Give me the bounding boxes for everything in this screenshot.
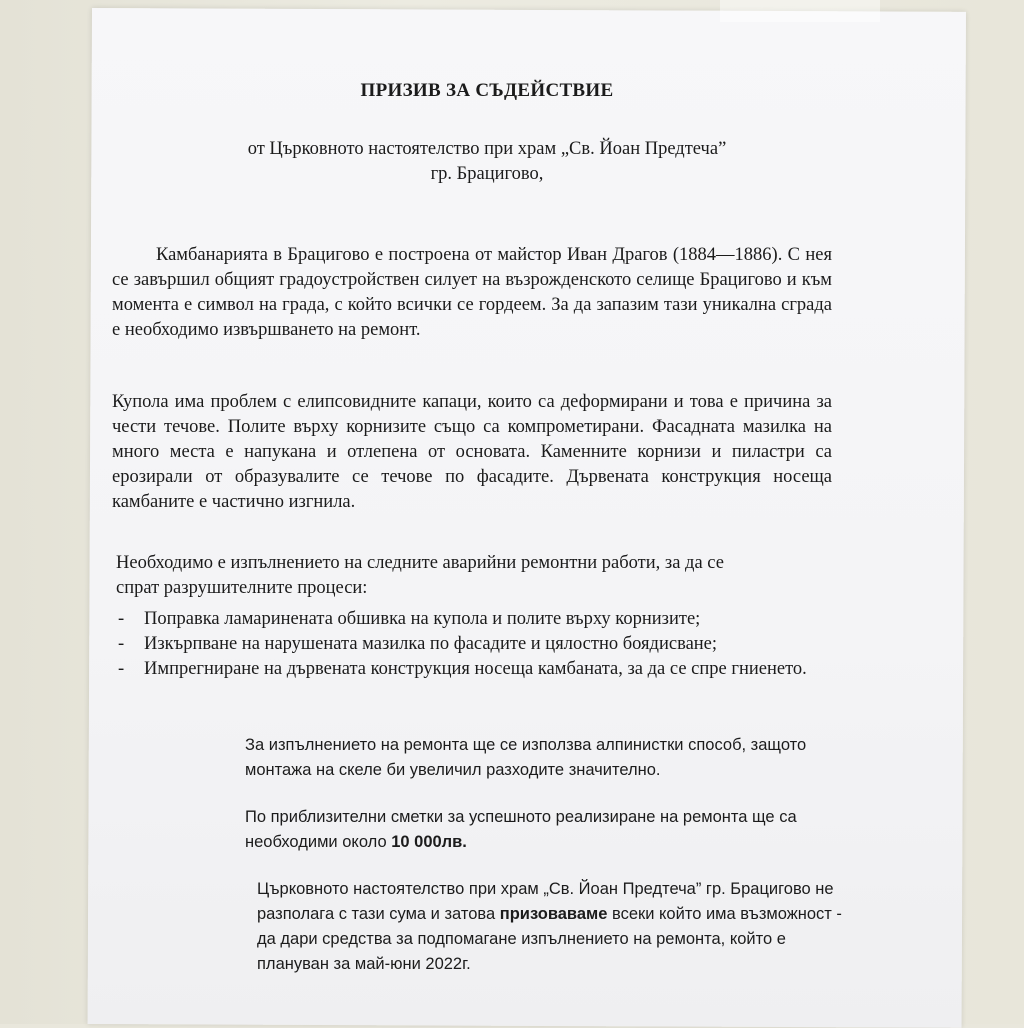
list-dash: - <box>118 609 125 629</box>
paragraph-appeal <box>257 877 857 977</box>
appeal-text-end: всеки който има възможност - да дари средства за подпомагане изпълнението на ремонта, който е плануван за май-юни 2022г. <box>257 905 842 973</box>
paragraph-method: За изпълнението на ремонта ще се използва алпинистки способ, защото монтажа на скеле би увеличил разходите значително. <box>245 736 807 779</box>
works-list <box>112 607 812 682</box>
cost-amount: 10 000лв. <box>391 833 467 851</box>
paragraph-problems: Купола има проблем с елипсовидните капаци, които са деформирани и това е причина за чести течове. Полите върху корнизите също са компрометирани. Фасадната мазилка на много места е напукана и отлепена от основата. Каменните корнизи и пиластри са ерозирали от образувалите се течове по фасадите. Дървената конструкция носеща камбаните е частично изгнила. <box>112 392 832 512</box>
list-dash: - <box>118 659 125 679</box>
list-item-text: Поправка ламаринената обшивка на купола и полите върху корнизите; <box>144 609 701 629</box>
cost-text: По приблизителни сметки за успешното реализиране на ремонта ще са необходими около <box>245 808 797 851</box>
paragraph-history: Камбанарията в Брацигово е построена от майстор Иван Драгов (1884—1886). С нея се завършил общият градоустройствен силует на възрожденското селище Брацигово и към момента е символ на града, с който всички се гордеем. За да запазим тази уникална сграда е необходимо извършването на ремонт. <box>112 245 832 340</box>
issuer-line-1: от Църковното настоятелство при храм „Св. Йоан Предтеча” <box>247 139 727 159</box>
issuer-line-2: гр. Брацигово, <box>430 164 544 184</box>
list-item <box>112 607 812 632</box>
list-item <box>112 657 812 682</box>
list-item-text: Изкърпване на нарушената мазилка по фасадите и цялостно боядисване; <box>144 634 718 654</box>
list-dash: - <box>118 634 125 654</box>
list-item-text: Импрегниране на дървената конструкция носеща камбаната, за да се спре гниенето. <box>144 659 807 679</box>
list-item <box>112 632 812 657</box>
notice-title: ПРИЗИВ ЗА СЪДЕЙСТВИЕ <box>360 80 614 101</box>
notice-issuer <box>112 137 862 187</box>
appeal-text-start: Църковното настоятелство при храм „Св. Йоан Предтеча” гр. Брацигово не разполага с тази сума и затова <box>257 880 834 923</box>
paragraph-cost <box>245 805 845 855</box>
paragraph-required-works: Необходимо е изпълнението на следните аварийни ремонтни работи, за да се спрат разрушителните процеси: <box>116 553 724 598</box>
appeal-emphasis: призоваваме <box>499 905 608 923</box>
tape-strip <box>720 0 880 22</box>
